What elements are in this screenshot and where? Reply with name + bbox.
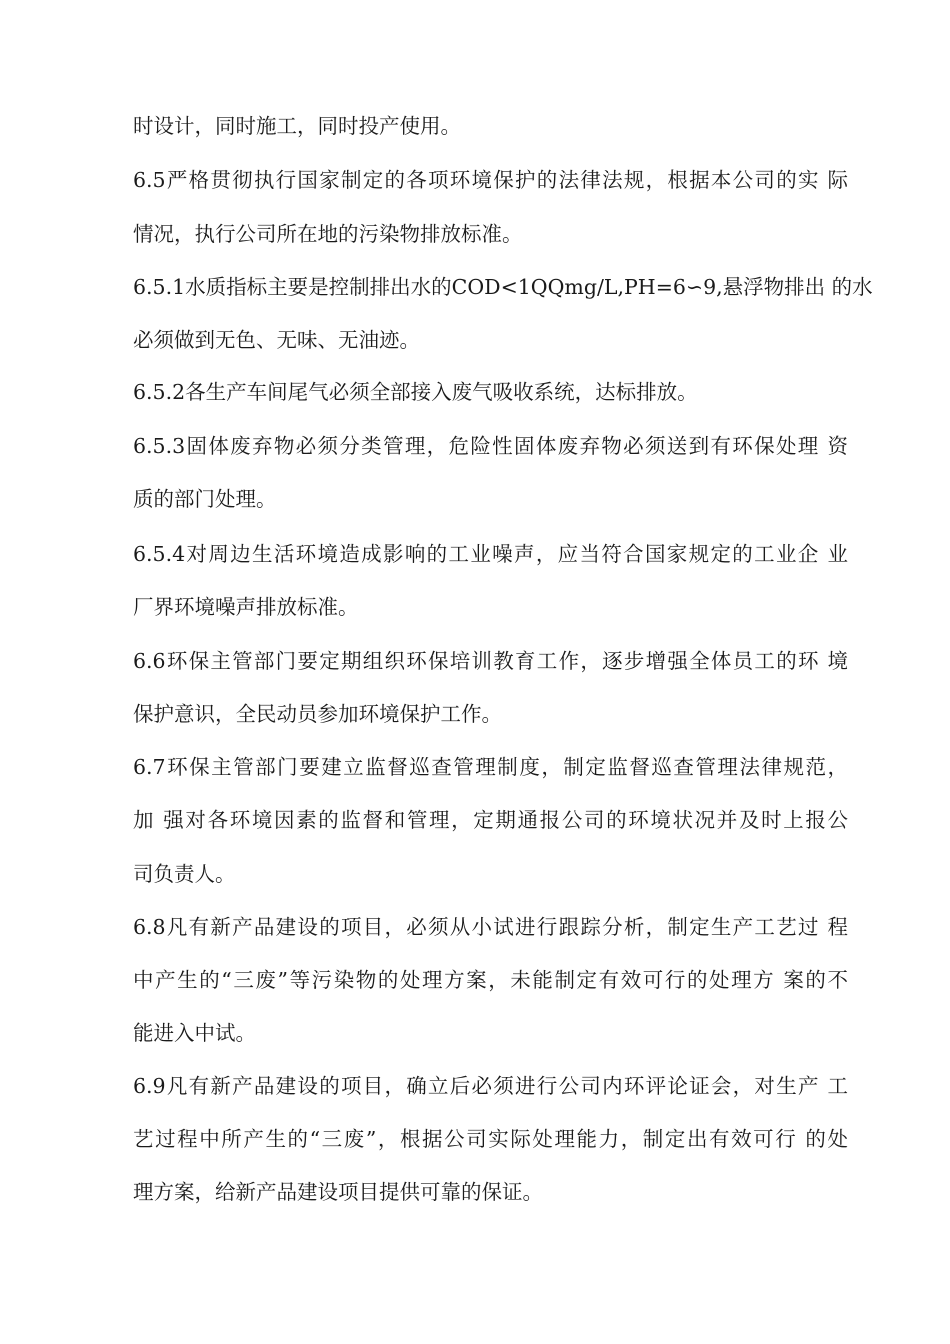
text-line: 中产生的“三废”等污染物的处理方案，未能制定有效可行的处理方 案的不 xyxy=(133,968,848,992)
text-line: 6.9凡有新产品建设的项目，确立后必须进行公司内环评论证会，对生产 工 xyxy=(133,1074,848,1098)
text-line: 6.5.4对周边生活环境造成影响的工业噪声，应当符合国家规定的工业企 业 xyxy=(133,542,848,566)
text-line: 6.5.3固体废弃物必须分类管理，危险性固体废弃物必须送到有环保处理 资 xyxy=(133,434,848,458)
text-line: 保护意识，全民动员参加环境保护工作。 xyxy=(133,702,502,726)
text-line: 时设计，同时施工，同时投产使用。 xyxy=(133,114,461,138)
text-line: 理方案，给新产品建设项目提供可靠的保证。 xyxy=(133,1180,543,1204)
text-line: 情况，执行公司所在地的污染物排放标准。 xyxy=(133,222,523,246)
text-line: 6.5.2各生产车间尾气必须全部接入废气吸收系统，达标排放。 xyxy=(133,380,698,404)
text-line: 必须做到无色、无味、无油迹。 xyxy=(133,328,420,352)
text-line: 能进入中试。 xyxy=(133,1021,256,1045)
text-line: 厂界环境噪声排放标准。 xyxy=(133,595,359,619)
text-line: 6.6环保主管部门要定期组织环保培训教育工作，逐步增强全体员工的环 境 xyxy=(133,649,848,673)
text-line: 6.5.1水质指标主要是控制排出水的COD<1QQmg/L,PH=6∽9,悬浮物排出 的水 xyxy=(133,275,873,299)
text-line: 加 强对各环境因素的监督和管理，定期通报公司的环境状况并及时上报公 xyxy=(133,808,848,832)
text-line: 6.8凡有新产品建设的项目，必须从小试进行跟踪分析，制定生产工艺过 程 xyxy=(133,915,848,939)
text-line: 质的部门处理。 xyxy=(133,487,277,511)
text-line: 6.5严格贯彻执行国家制定的各项环境保护的法律法规，根据本公司的实 际 xyxy=(133,168,848,192)
text-line: 司负责人。 xyxy=(133,862,236,886)
text-line: 6.7环保主管部门要建立监督巡查管理制度，制定监督巡查管理法律规范， xyxy=(133,755,848,779)
text-line: 艺过程中所产生的“三废”，根据公司实际处理能力，制定出有效可行 的处 xyxy=(133,1127,848,1151)
